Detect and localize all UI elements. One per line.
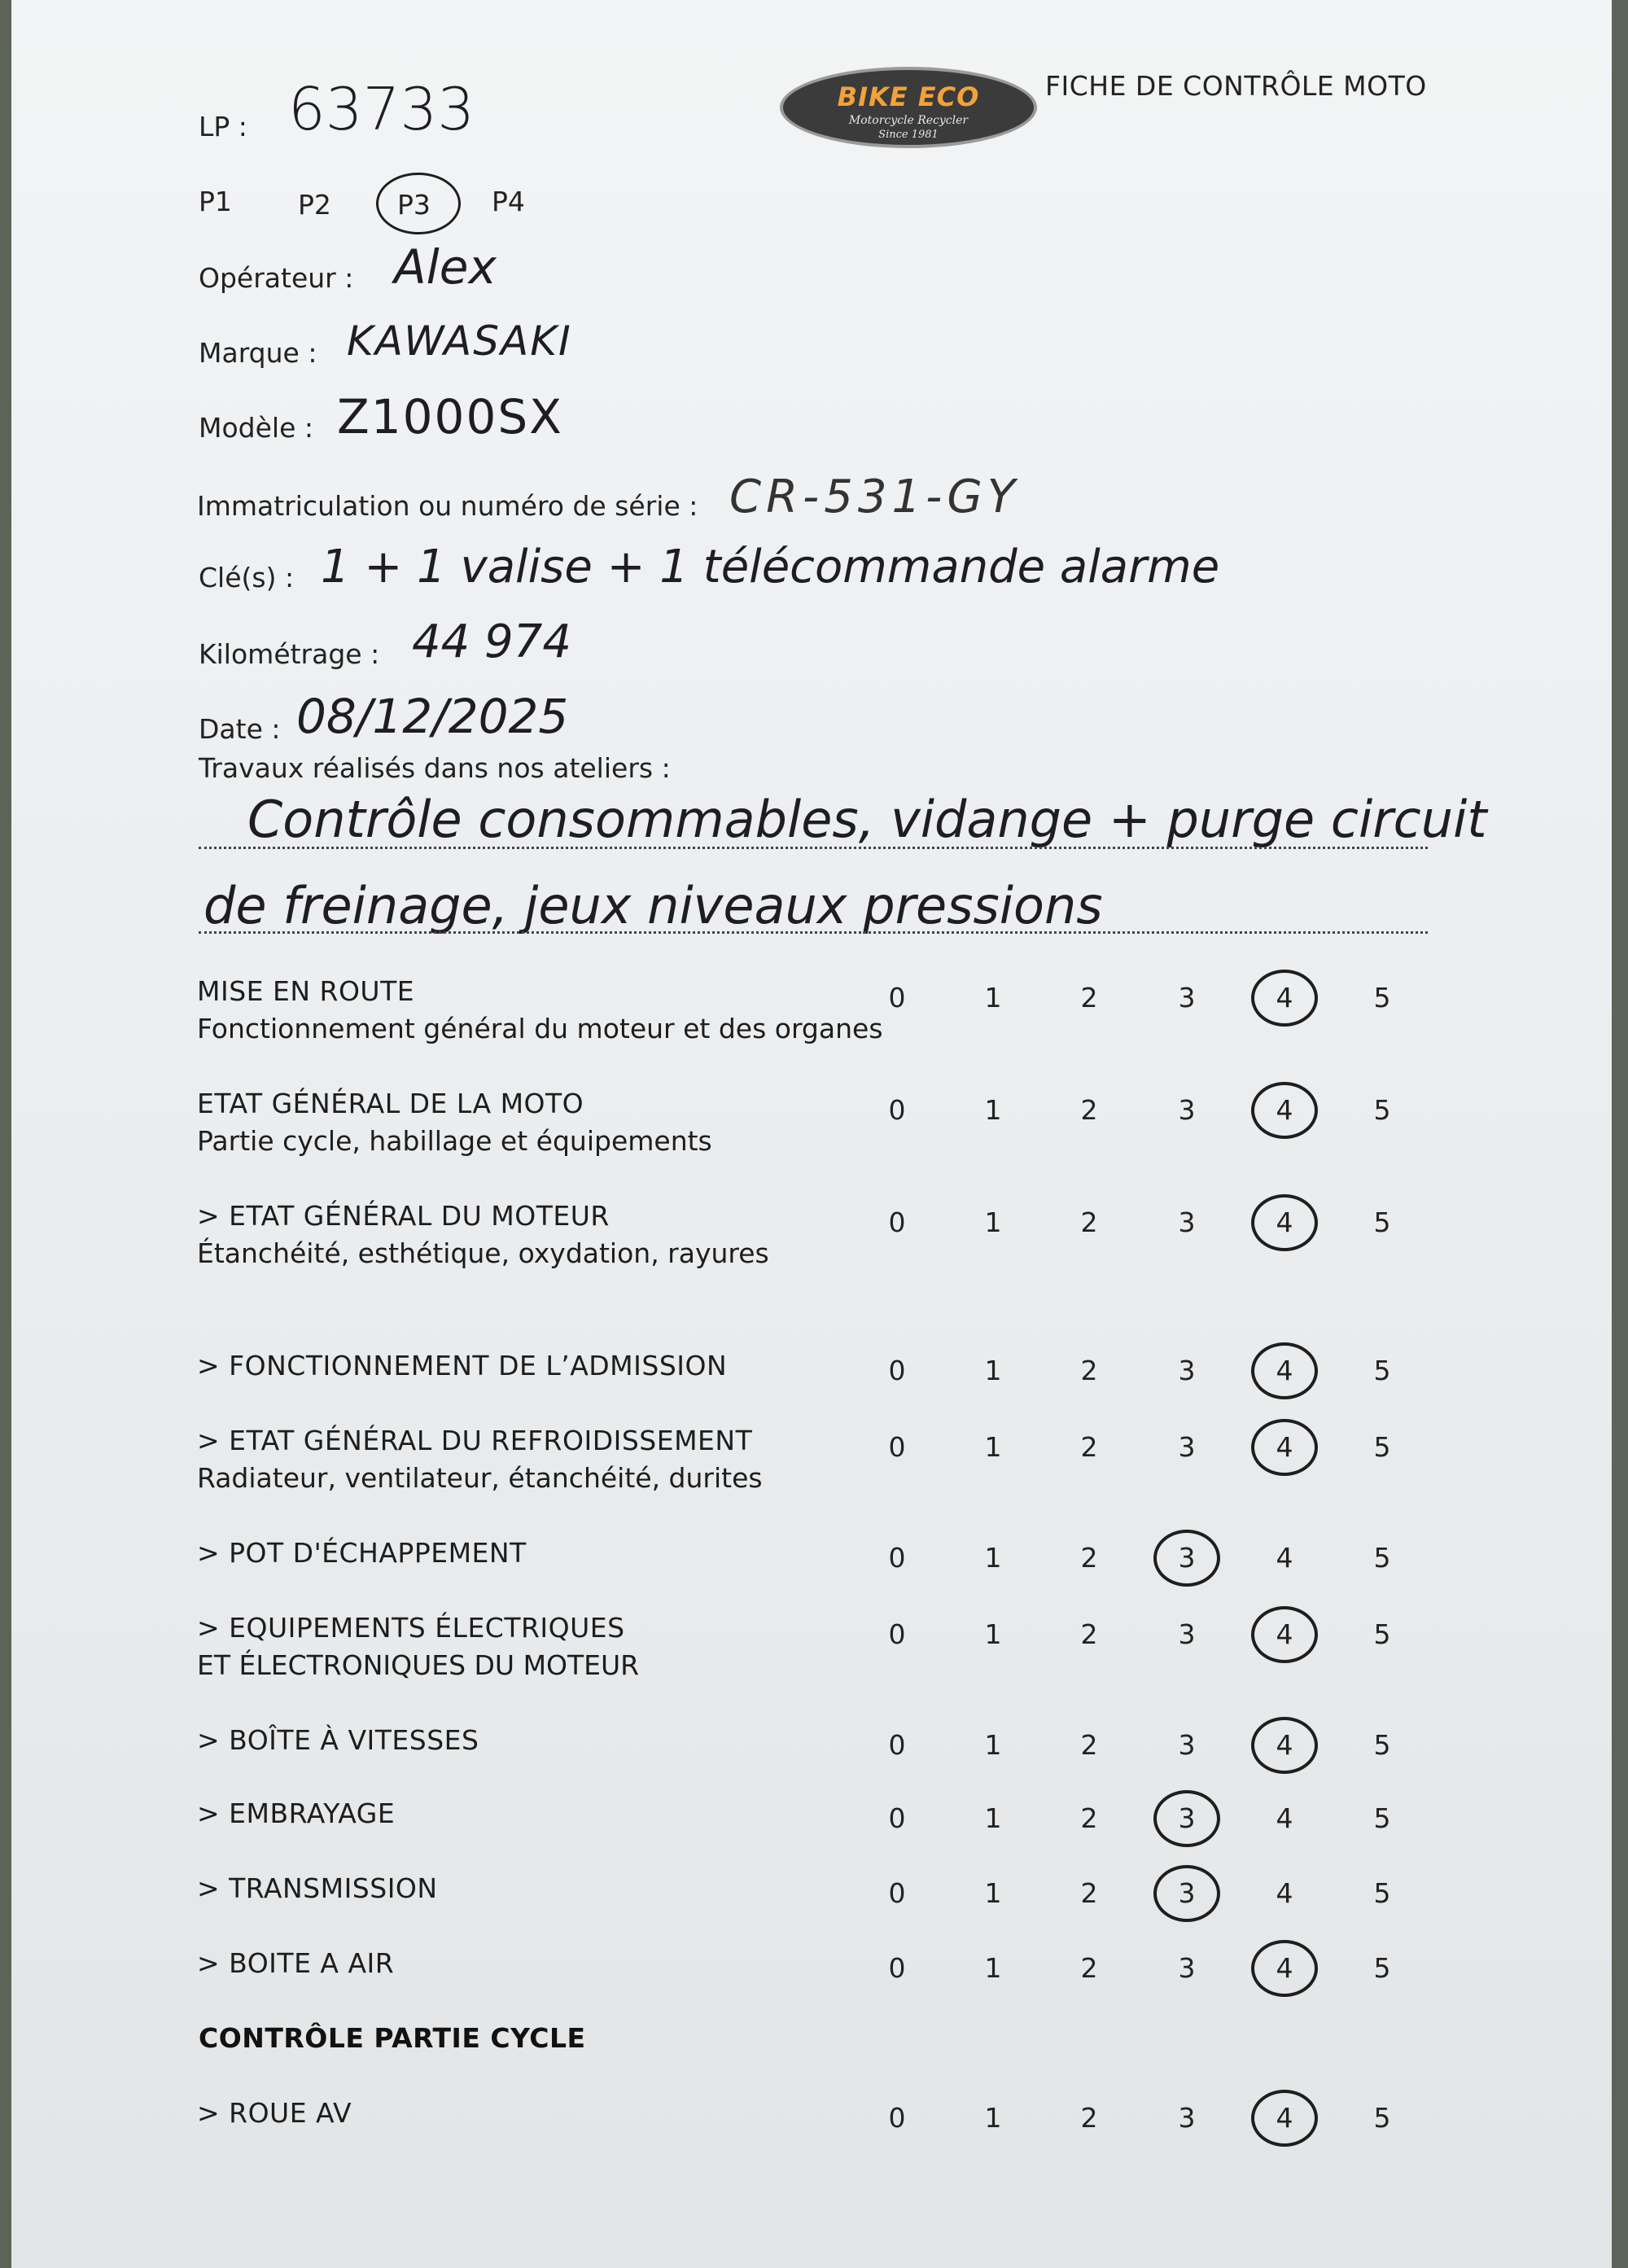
rating-row-score-6-5[interactable]: 5 xyxy=(1373,1618,1391,1650)
rating-row-score-5-5[interactable]: 5 xyxy=(1373,1542,1391,1574)
position-p3: P3 xyxy=(397,189,431,221)
rating-row-selected-circle-1 xyxy=(1251,1082,1318,1139)
rating-row-title-2: > ETAT GÉNÉRAL DU MOTEUR xyxy=(197,1200,610,1232)
rating-row-score-5-3[interactable]: 3 xyxy=(1178,1542,1196,1574)
rating-row-score-5-4[interactable]: 4 xyxy=(1276,1542,1293,1574)
rating-row-score-10-5[interactable]: 5 xyxy=(1373,1952,1391,1984)
rating-row-score-3-1[interactable]: 1 xyxy=(984,1355,1002,1386)
rating-row-score-10-4[interactable]: 4 xyxy=(1276,1952,1293,1984)
marque-label: Marque : xyxy=(199,337,317,369)
rating-row-score-9-5[interactable]: 5 xyxy=(1373,1877,1391,1909)
rating-row-title-1: ETAT GÉNÉRAL DE LA MOTO xyxy=(197,1088,584,1119)
logo-tagline: Motorcycle Recycler xyxy=(848,114,969,127)
rating-row-score-3-3[interactable]: 3 xyxy=(1178,1355,1196,1386)
rating-row-score-4-5[interactable]: 5 xyxy=(1373,1431,1391,1463)
date-value: 08/12/2025 xyxy=(296,689,569,744)
modele-value: Z1000SX xyxy=(337,389,563,444)
rating-row-score-10-0[interactable]: 0 xyxy=(888,1952,906,1984)
rating-row-selected-circle-9 xyxy=(1153,1865,1220,1922)
rating-row-score-0-1[interactable]: 1 xyxy=(984,982,1002,1014)
rating-row-score-1-5[interactable]: 5 xyxy=(1373,1094,1391,1126)
rating-row-score-0-4[interactable]: 4 xyxy=(1276,982,1293,1014)
rating-row-score-10-3[interactable]: 3 xyxy=(1178,1952,1196,1984)
rating-row-title-4: > ETAT GÉNÉRAL DU REFROIDISSEMENT xyxy=(197,1425,753,1456)
cycle-row-title-0: > ROUE AV xyxy=(197,2097,352,2129)
form-title: FICHE DE CONTRÔLE MOTO xyxy=(1045,70,1427,102)
rating-row-selected-circle-10 xyxy=(1251,1940,1318,1997)
rating-row-score-9-4[interactable]: 4 xyxy=(1276,1877,1293,1909)
rating-row-score-1-0[interactable]: 0 xyxy=(888,1094,906,1126)
rating-row-title-6: > EQUIPEMENTS ÉLECTRIQUES xyxy=(197,1612,625,1644)
control-sheet xyxy=(11,0,1612,2268)
cycle-row-score-0-4[interactable]: 4 xyxy=(1276,2102,1293,2134)
rating-row-selected-circle-5 xyxy=(1153,1530,1220,1587)
position-p4: P4 xyxy=(492,186,525,217)
rating-row-score-6-3[interactable]: 3 xyxy=(1178,1618,1196,1650)
rating-row-score-8-1[interactable]: 1 xyxy=(984,1802,1002,1834)
rating-row-score-4-1[interactable]: 1 xyxy=(984,1431,1002,1463)
position-selected-circle xyxy=(376,173,461,234)
rating-row-score-0-2[interactable]: 2 xyxy=(1080,982,1098,1014)
rating-row-title-5: > POT D'ÉCHAPPEMENT xyxy=(197,1537,527,1569)
rating-row-score-4-4[interactable]: 4 xyxy=(1276,1431,1293,1463)
rating-row-title-9: > TRANSMISSION xyxy=(197,1872,438,1904)
rating-row-subtitle-2: Étanchéité, esthétique, oxydation, rayures xyxy=(197,1237,769,1269)
km-value: 44 974 xyxy=(412,615,571,668)
rating-row-score-7-4[interactable]: 4 xyxy=(1276,1729,1293,1761)
rating-row-selected-circle-0 xyxy=(1251,970,1318,1027)
operateur-label: Opérateur : xyxy=(199,262,354,294)
rating-row-selected-circle-6 xyxy=(1251,1606,1318,1663)
rating-row-score-3-2[interactable]: 2 xyxy=(1080,1355,1098,1386)
cles-label: Clé(s) : xyxy=(199,562,295,593)
travaux-line-1: Contrôle consommables, vidange + purge circuit xyxy=(247,790,1487,849)
rating-row-score-9-0[interactable]: 0 xyxy=(888,1877,906,1909)
rating-row-score-0-5[interactable]: 5 xyxy=(1373,982,1391,1014)
rating-row-score-7-0[interactable]: 0 xyxy=(888,1729,906,1761)
bike-eco-logo xyxy=(780,67,1037,148)
rating-row-score-7-1[interactable]: 1 xyxy=(984,1729,1002,1761)
rating-row-score-3-0[interactable]: 0 xyxy=(888,1355,906,1386)
lp-label: LP : xyxy=(199,111,247,142)
rating-row-score-7-2[interactable]: 2 xyxy=(1080,1729,1098,1761)
rating-row-score-7-5[interactable]: 5 xyxy=(1373,1729,1391,1761)
position-p2: P2 xyxy=(298,189,331,221)
rating-row-score-8-4[interactable]: 4 xyxy=(1276,1802,1293,1834)
rating-row-selected-circle-7 xyxy=(1251,1717,1318,1774)
operateur-value: Alex xyxy=(394,239,497,295)
rating-row-score-4-3[interactable]: 3 xyxy=(1178,1431,1196,1463)
immat-value: CR-531-GY xyxy=(729,471,1020,523)
rating-row-score-8-3[interactable]: 3 xyxy=(1178,1802,1196,1834)
rating-row-score-5-0[interactable]: 0 xyxy=(888,1542,906,1574)
logo-since: Since 1981 xyxy=(878,129,939,141)
rating-row-score-1-3[interactable]: 3 xyxy=(1178,1094,1196,1126)
rating-row-score-2-4[interactable]: 4 xyxy=(1276,1206,1293,1238)
rating-row-selected-circle-2 xyxy=(1251,1194,1318,1251)
modele-label: Modèle : xyxy=(199,412,313,444)
rating-row-score-5-2[interactable]: 2 xyxy=(1080,1542,1098,1574)
rating-row-score-10-1[interactable]: 1 xyxy=(984,1952,1002,1984)
rating-row-title-7: > BOÎTE À VITESSES xyxy=(197,1724,479,1756)
rating-row-score-0-0[interactable]: 0 xyxy=(888,982,906,1014)
rating-row-score-5-1[interactable]: 1 xyxy=(984,1542,1002,1574)
rating-row-score-6-1[interactable]: 1 xyxy=(984,1618,1002,1650)
logo-brand: BIKE ECO xyxy=(837,81,980,112)
rating-row-subtitle-6: ET ÉLECTRONIQUES DU MOTEUR xyxy=(197,1649,640,1681)
rating-row-score-4-2[interactable]: 2 xyxy=(1080,1431,1098,1463)
rating-row-score-7-3[interactable]: 3 xyxy=(1178,1729,1196,1761)
rating-row-score-6-4[interactable]: 4 xyxy=(1276,1618,1293,1650)
rating-row-score-1-4[interactable]: 4 xyxy=(1276,1094,1293,1126)
rating-row-selected-circle-8 xyxy=(1153,1790,1220,1847)
rating-row-score-2-5[interactable]: 5 xyxy=(1373,1206,1391,1238)
rating-row-title-10: > BOITE A AIR xyxy=(197,1947,395,1979)
rating-row-score-0-3[interactable]: 3 xyxy=(1178,982,1196,1014)
rating-row-title-0: MISE EN ROUTE xyxy=(197,975,415,1007)
rating-row-title-8: > EMBRAYAGE xyxy=(197,1797,396,1829)
cycle-row-score-0-2[interactable]: 2 xyxy=(1080,2102,1098,2134)
km-label: Kilométrage : xyxy=(199,638,380,670)
rating-row-score-8-5[interactable]: 5 xyxy=(1373,1802,1391,1834)
date-label: Date : xyxy=(199,713,281,745)
rating-row-score-4-0[interactable]: 0 xyxy=(888,1431,906,1463)
rating-row-selected-circle-3 xyxy=(1251,1342,1318,1399)
rating-row-score-10-2[interactable]: 2 xyxy=(1080,1952,1098,1984)
cycle-row-score-0-0[interactable]: 0 xyxy=(888,2102,906,2134)
marque-value: KAWASAKI xyxy=(347,317,572,365)
rating-row-score-1-2[interactable]: 2 xyxy=(1080,1094,1098,1126)
rating-row-score-9-2[interactable]: 2 xyxy=(1080,1877,1098,1909)
lp-value: 63733 xyxy=(288,75,475,143)
rating-row-score-9-1[interactable]: 1 xyxy=(984,1877,1002,1909)
rating-row-score-8-0[interactable]: 0 xyxy=(888,1802,906,1834)
rating-row-score-1-1[interactable]: 1 xyxy=(984,1094,1002,1126)
cycle-row-score-0-3[interactable]: 3 xyxy=(1178,2102,1196,2134)
rating-row-score-8-2[interactable]: 2 xyxy=(1080,1802,1098,1834)
rating-row-score-3-4[interactable]: 4 xyxy=(1276,1355,1293,1386)
rating-row-score-2-1[interactable]: 1 xyxy=(984,1206,1002,1238)
rating-row-score-3-5[interactable]: 5 xyxy=(1373,1355,1391,1386)
rating-row-subtitle-0: Fonctionnement général du moteur et des organes xyxy=(197,1013,883,1044)
cycle-row-selected-circle-0 xyxy=(1251,2090,1318,2147)
travaux-line-2: de freinage, jeux niveaux pressions xyxy=(204,876,1103,935)
cles-value: 1 + 1 valise + 1 télécommande alarme xyxy=(321,541,1220,593)
rating-row-subtitle-1: Partie cycle, habillage et équipements xyxy=(197,1125,712,1157)
travaux-label: Travaux réalisés dans nos ateliers : xyxy=(199,752,671,784)
cycle-row-score-0-1[interactable]: 1 xyxy=(984,2102,1002,2134)
rating-row-subtitle-4: Radiateur, ventilateur, étanchéité, durites xyxy=(197,1462,763,1494)
rating-row-score-6-0[interactable]: 0 xyxy=(888,1618,906,1650)
rating-row-score-9-3[interactable]: 3 xyxy=(1178,1877,1196,1909)
rating-row-selected-circle-4 xyxy=(1251,1419,1318,1476)
rating-row-score-6-2[interactable]: 2 xyxy=(1080,1618,1098,1650)
travaux-dotted-line-2 xyxy=(199,931,1428,934)
rating-row-score-2-3[interactable]: 3 xyxy=(1178,1206,1196,1238)
rating-row-score-2-2[interactable]: 2 xyxy=(1080,1206,1098,1238)
cycle-row-score-0-5[interactable]: 5 xyxy=(1373,2102,1391,2134)
immat-label: Immatriculation ou numéro de série : xyxy=(197,490,698,522)
section-partie-cycle-title: CONTRÔLE PARTIE CYCLE xyxy=(199,2022,586,2054)
position-p1: P1 xyxy=(199,186,232,217)
travaux-dotted-line-1 xyxy=(199,847,1428,849)
rating-row-title-3: > FONCTIONNEMENT DE L’ADMISSION xyxy=(197,1350,728,1381)
rating-row-score-2-0[interactable]: 0 xyxy=(888,1206,906,1238)
